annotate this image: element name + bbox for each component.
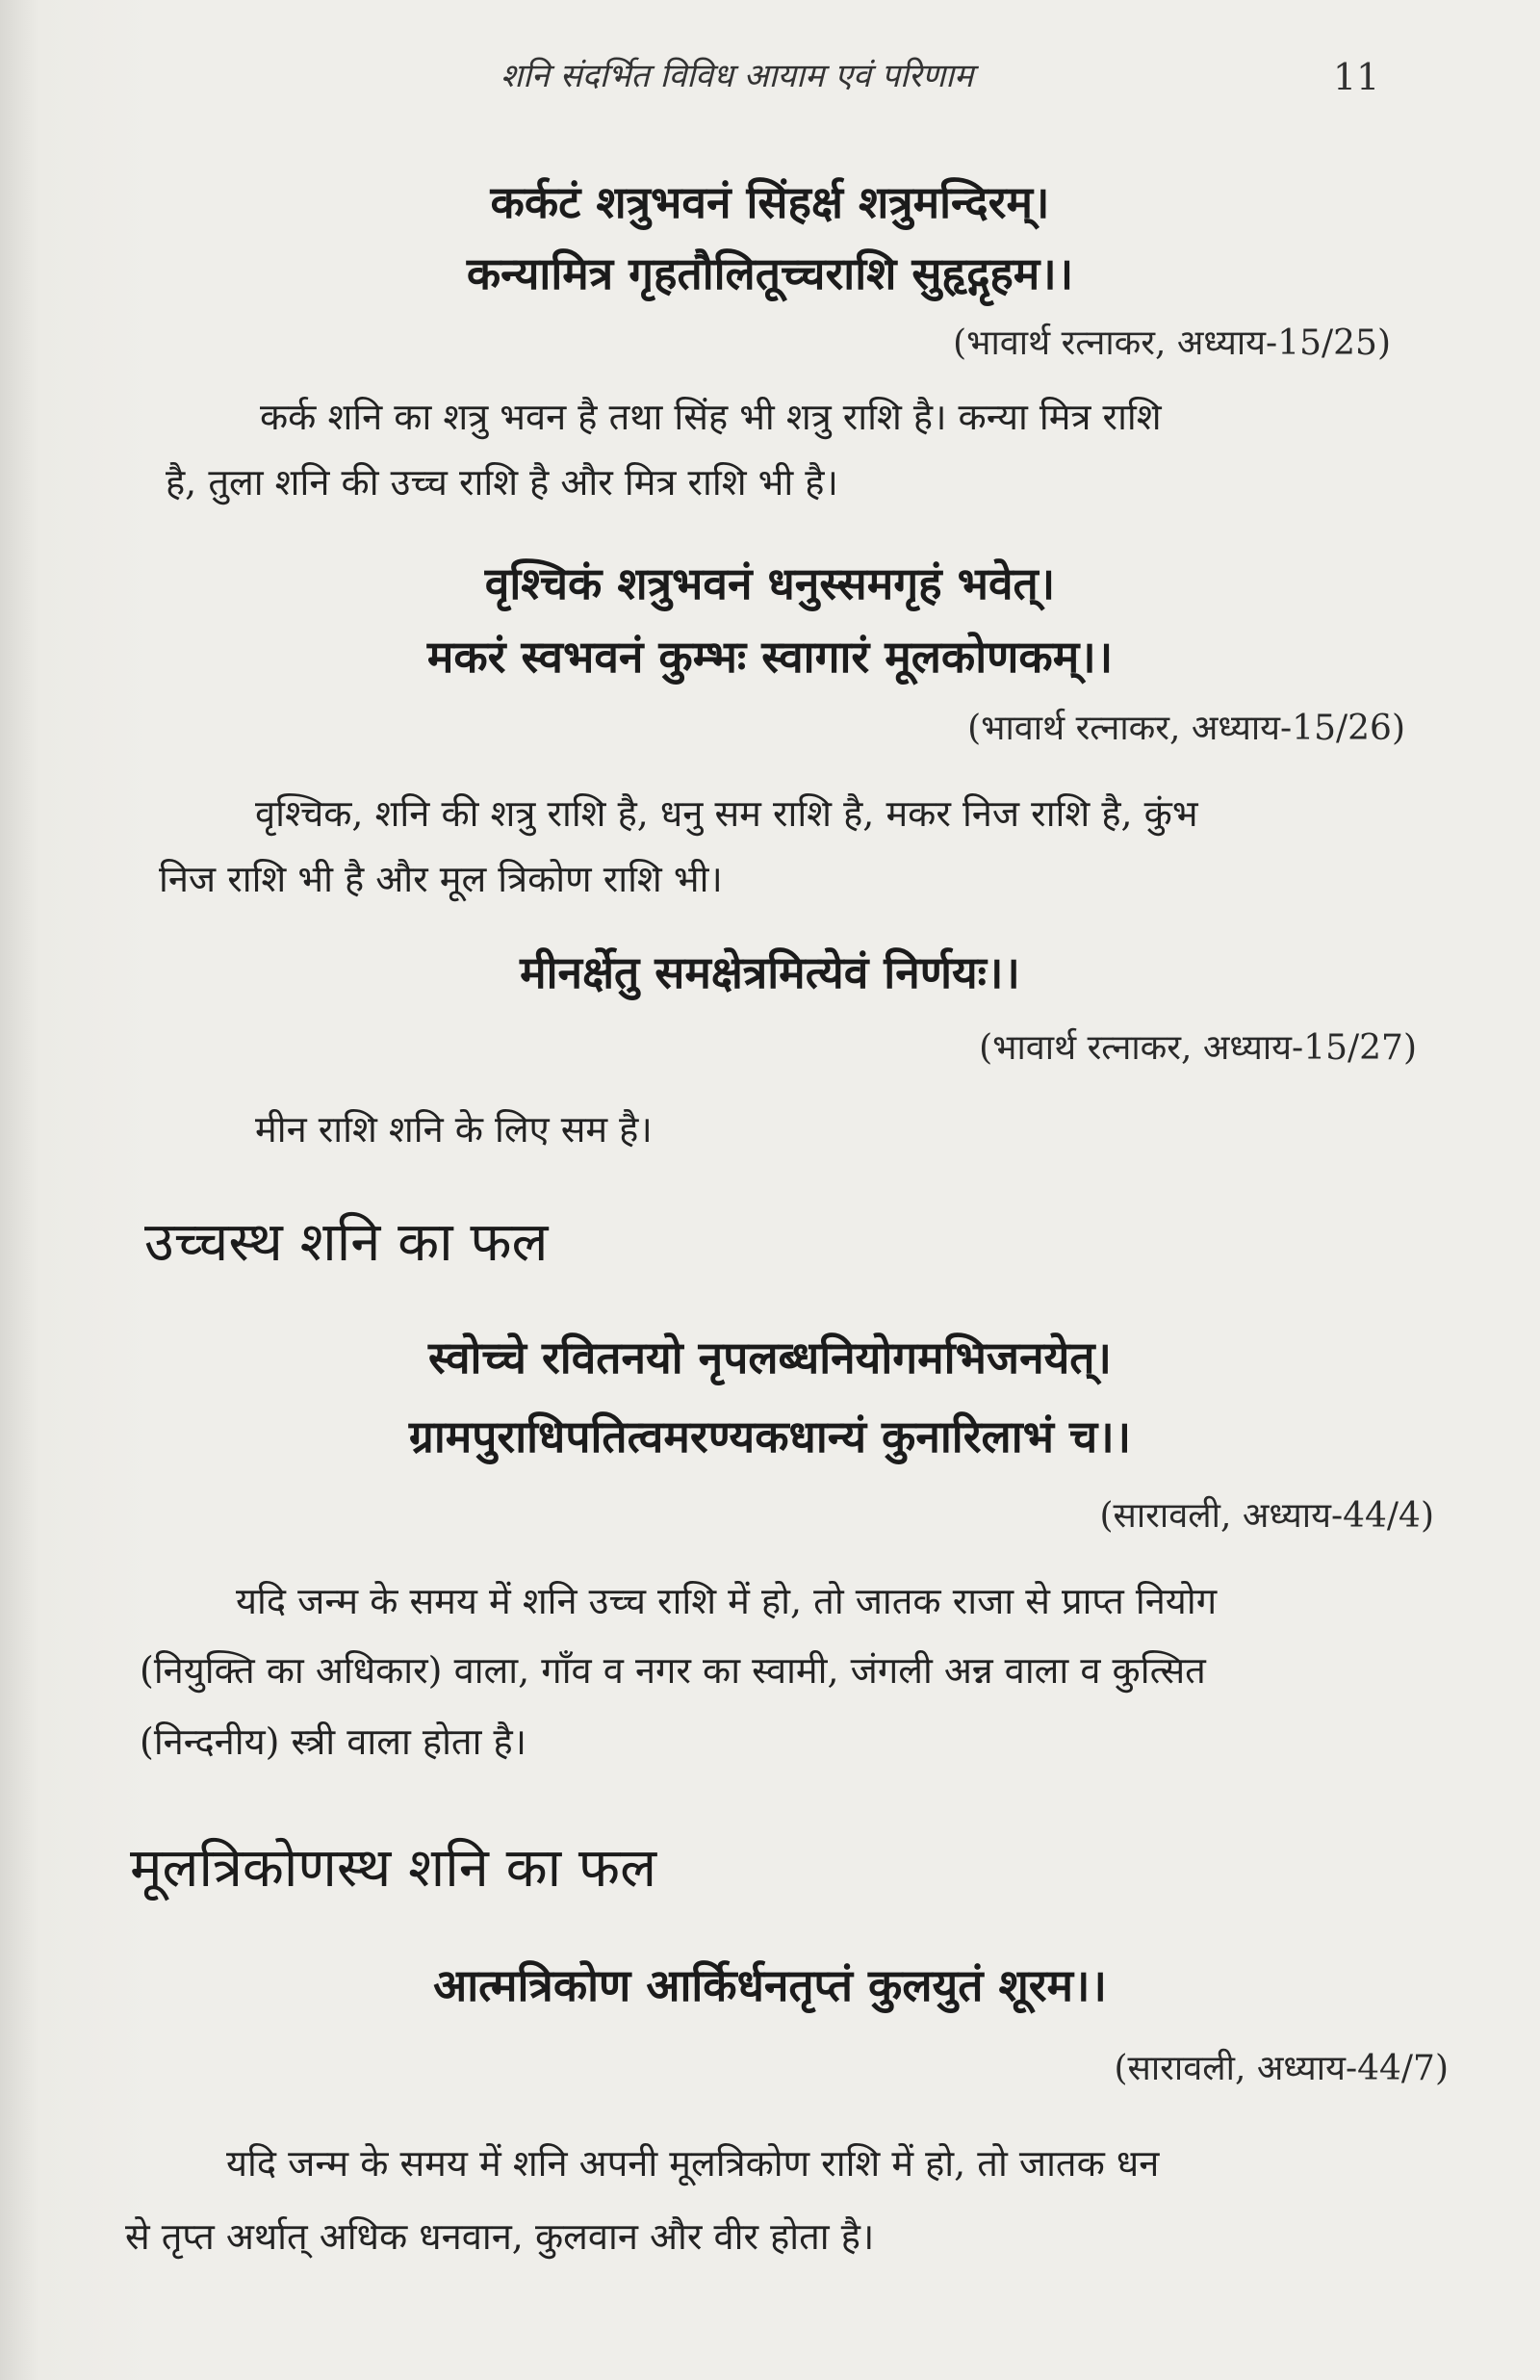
- verse-3-reference: (भावार्थ रत्नाकर, अध्याय-15/27): [979, 1028, 1417, 1068]
- section-2-verse-line-1: आत्मत्रिकोण आर्किर्धनतृप्तं कुलयुतं शूरम।।: [433, 1959, 1107, 2011]
- section-2-meaning-line-2: से तृप्त अर्थात् अधिक धनवान, कुलवान और वीर होता है।: [125, 2215, 875, 2258]
- page-number: 11: [1333, 56, 1380, 98]
- section-1-verse-line-1: स्वोच्चे रवितनयो नृपलब्धनियोगमभिजनयेत्।: [428, 1332, 1112, 1384]
- section-1-verse-line-2: ग्रामपुराधिपतित्वमरण्यकधान्यं कुनारिलाभं च।।: [408, 1410, 1132, 1462]
- running-title: शनि संदर्भित विविध आयाम एवं परिणाम: [500, 57, 974, 95]
- verse-1-line-1: कर्कटं शत्रुभवनं सिंहर्क्ष शत्रुमन्दिरम्।: [490, 176, 1050, 228]
- page-header: [0, 52, 1540, 110]
- section-1-meaning-line-2: (नियुक्ति का अधिकार) वाला, गाँव व नगर का स्वामी, जंगली अन्न वाला व कुत्सित: [140, 1649, 1206, 1692]
- verse-1-reference: (भावार्थ रत्नाकर, अध्याय-15/25): [953, 323, 1391, 363]
- section-heading-exalted-saturn: उच्चस्थ शनि का फल: [144, 1211, 549, 1274]
- verse-1-meaning-line-1: कर्क शनि का शत्रु भवन है तथा सिंह भी शत्रु राशि है। कन्या मित्र राशि: [260, 396, 1162, 438]
- section-1-meaning-line-1: यदि जन्म के समय में शनि उच्च राशि में हो, तो जातक राजा से प्राप्त नियोग: [236, 1580, 1218, 1622]
- verse-2-meaning-line-1: वृश्चिक, शनि की शत्रु राशि है, धनु सम राशि है, मकर निज राशि है, कुंभ: [255, 792, 1198, 835]
- verse-2-meaning-line-2: निज राशि भी है और मूल त्रिकोण राशि भी।: [159, 858, 723, 900]
- verse-2-reference: (भावार्थ रत्नाकर, अध्याय-15/26): [967, 709, 1405, 748]
- verse-1-meaning-line-2: है, तुला शनि की उच्च राशि है और मित्र राशि भी है।: [166, 461, 838, 504]
- section-heading-moolatrikona-saturn: मूलत्रिकोणस्थ शनि का फल: [130, 1837, 657, 1900]
- section-2-meaning-line-1: यदि जन्म के समय में शनि अपनी मूलत्रिकोण राशि में हो, तो जातक धन: [226, 2142, 1160, 2185]
- section-1-reference: (सारावली, अध्याय-44/4): [1099, 1496, 1434, 1536]
- section-1-meaning-line-3: (निन्दनीय) स्त्री वाला होता है।: [140, 1720, 527, 1763]
- verse-1-line-2: कन्यामित्र गृहतौलितूच्चराशि सुहृद्गृहम।।: [466, 247, 1074, 299]
- verse-3-meaning-line-1: मीन राशि शनि के लिए सम है।: [255, 1108, 653, 1151]
- verse-3-line-1: मीनर्क्षेतु समक्षेत्रमित्येवं निर्णयः।।: [520, 946, 1020, 998]
- verse-2-line-2: मकरं स्वभवनं कुम्भः स्वागारं मूलकोणकम्।।: [426, 631, 1114, 683]
- verse-2-line-1: वृश्चिकं शत्रुभवनं धनुस्समगृहं भवेत्।: [484, 557, 1056, 609]
- section-2-reference: (सारावली, अध्याय-44/7): [1114, 2049, 1449, 2088]
